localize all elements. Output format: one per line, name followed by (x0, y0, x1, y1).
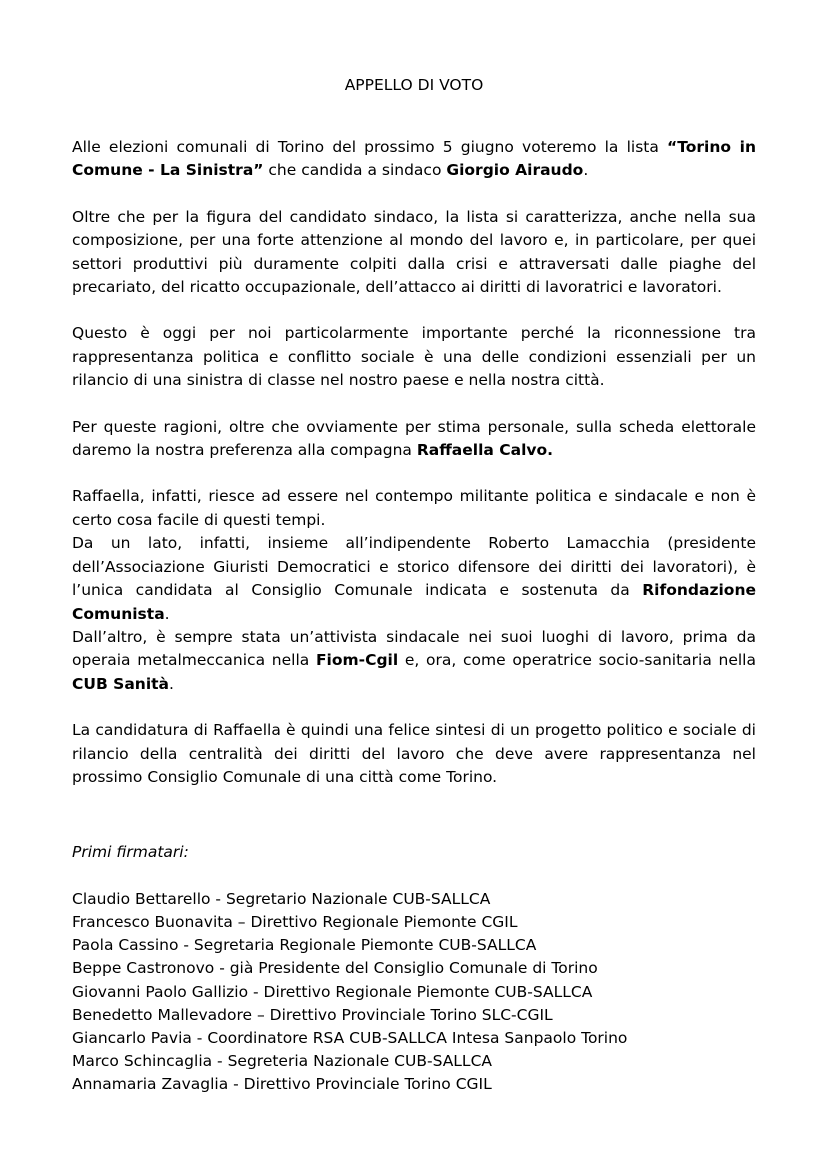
signer-item: Benedetto Mallevadore – Direttivo Provinciale Torino SLC-CGIL (72, 1005, 553, 1024)
signers-list (72, 888, 756, 1097)
p1-text-3: . (583, 161, 589, 180)
p5-line-3-text-a: Dall’altro, è sempre stata un’attivista sindacale nei suoi luoghi di lavoro, prima da operaia metalmeccanica nella (72, 627, 756, 670)
p5-line-2-text: Da un lato, infatti, insieme all’indipendente Roberto Lamacchia (presidente dell’Associazione Giuristi Democratici e storico difensore dei diritti dei lavoratori), è l’unica candidata al Consiglio Comunale indicata e sostenuta da (72, 534, 756, 600)
paragraph-3: Questo è oggi per noi particolarmente importante perché la riconnessione tra rappresentanza politica e conflitto sociale è una delle condizioni essenziali per un rilancio di una sinistra di classe nel nostro paese e nella nostra città. (72, 324, 756, 390)
p5-line-1: Raffaella, infatti, riesce ad essere nel contempo militante politica e sindacale e non è certo cosa facile di questi tempi. (72, 487, 756, 529)
p4-candidate-name: Raffaella Calvo. (416, 441, 554, 460)
p1-list-name: “Torino in Comune - La Sinistra” (72, 138, 757, 180)
paragraph-5 (72, 485, 756, 696)
signer-item: Marco Schincaglia - Segreteria Nazionale CUB-SALLCA (72, 1052, 492, 1071)
document-page (72, 74, 756, 1097)
signers-heading: Primi firmatari: (72, 843, 189, 862)
signer-item: Paola Cassino - Segretaria Regionale Piemonte CUB-SALLCA (72, 936, 537, 955)
document-title: APPELLO DI VOTO (344, 76, 484, 94)
paragraph-1 (72, 136, 756, 183)
p5-line-3-text-b: e, ora, come operatrice socio-sanitaria nella (398, 651, 756, 670)
signer-item: Francesco Buonavita – Direttivo Regionale Piemonte CGIL (72, 912, 518, 931)
paragraph-4 (72, 416, 756, 463)
signer-item: Giovanni Paolo Gallizio - Direttivo Regionale Piemonte CUB-SALLCA (72, 982, 593, 1001)
p5-union-cub: CUB Sanità (72, 674, 170, 693)
p1-text-1: Alle elezioni comunali di Torino del prossimo 5 giugno voteremo la lista (72, 138, 668, 156)
p1-candidate-name: Giorgio Airaudo (446, 161, 584, 180)
paragraph-2: Oltre che per la figura del candidato sindaco, la lista si caratterizza, anche nella sua composizione, per una forte attenzione al mondo del lavoro e, in particolare, per quei settori produttivi più duramente colpiti dalla crisi e attraversati dalle piaghe del precariato, del ricatto occupazionale, dell’attacco ai diritti di lavoratrici e lavoratori. (72, 207, 756, 297)
p5-union-fiom: Fiom-Cgil (315, 651, 399, 670)
p5-line-2 (72, 532, 756, 626)
p5-party-name: Rifondazione Comunista (72, 581, 756, 623)
p5-line-3-end: . (169, 674, 174, 693)
signer-item: Beppe Castronovo - già Presidente del Consiglio Comunale di Torino (72, 959, 598, 978)
signer-item: Claudio Bettarello - Segretario Nazionale CUB-SALLCA (72, 889, 491, 908)
p1-text-2: che candida a sindaco (263, 161, 447, 180)
signer-item: Annamaria Zavaglia - Direttivo Provinciale Torino CGIL (72, 1075, 492, 1094)
p5-line-3 (72, 626, 756, 696)
p5-line-2-end: . (164, 604, 170, 623)
p4-text-1: Per queste ragioni, oltre che ovviamente per stima personale, sulla scheda elettorale daremo la nostra preferenza alla compagna (72, 417, 756, 460)
signer-item: Giancarlo Pavia - Coordinatore RSA CUB-SALLCA Intesa Sanpaolo Torino (72, 1028, 628, 1047)
paragraph-6: La candidatura di Raffaella è quindi una felice sintesi di un progetto politico e sociale di rilancio della centralità dei diritti del lavoro che deve avere rappresentanza nel prossimo Consiglio Comunale di una città come Torino. (72, 721, 756, 786)
